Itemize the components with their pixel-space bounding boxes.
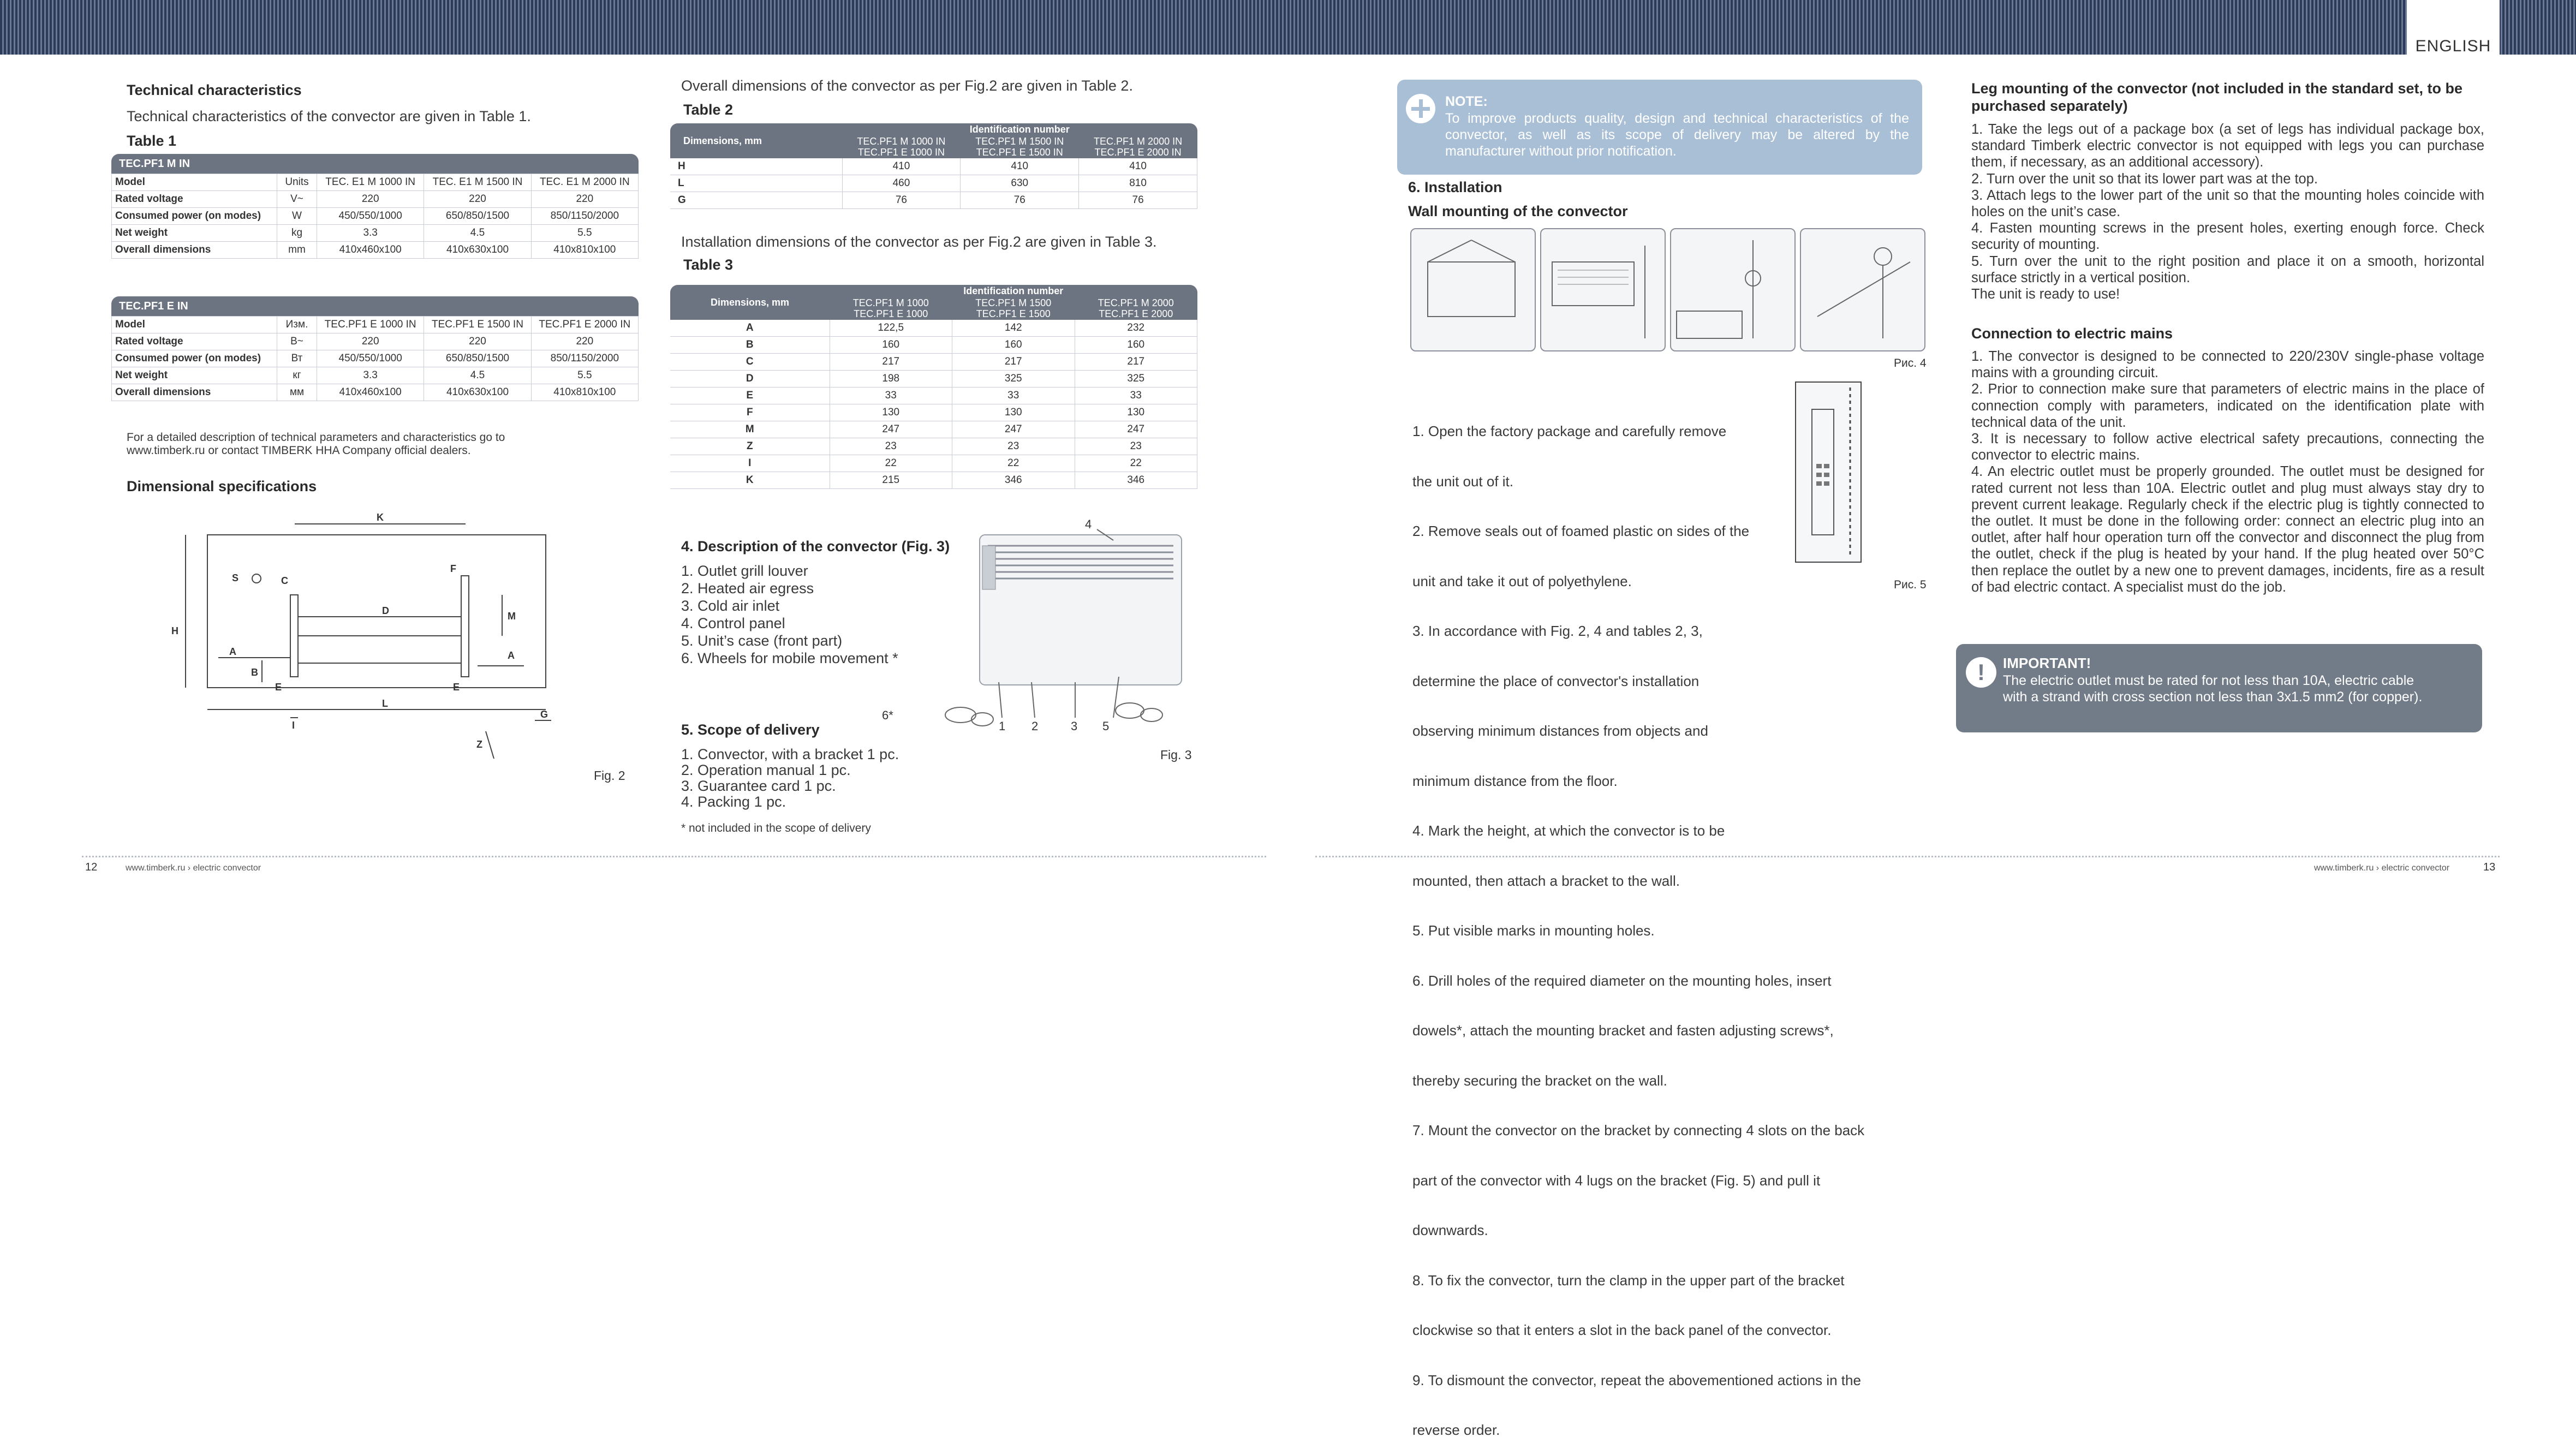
table-row bbox=[112, 367, 639, 384]
table-cell: 220 bbox=[317, 333, 424, 350]
table-header-cell: TEC.PF1 M 2000 IN TEC.PF1 E 2000 IN bbox=[1079, 135, 1197, 158]
table-cell: Rated voltage bbox=[112, 191, 277, 208]
list-item: 3. In accordance with Fig. 2, 4 and tables 2, 3, bbox=[1412, 623, 1703, 639]
table1b-title: TEC.PF1 E IN bbox=[111, 296, 639, 316]
list-item: 4. Fasten mounting screws in the present holes, exerting enough force. Check security of mounting. bbox=[1971, 220, 2484, 253]
footer-url-right: www.timberk.ru › electric convector bbox=[2314, 863, 2450, 873]
fig2-label: C bbox=[281, 575, 288, 586]
fig2-outline bbox=[207, 535, 546, 688]
fig4-panel-4 bbox=[1800, 228, 1925, 351]
list-item: 6. Wheels for mobile movement * bbox=[681, 650, 898, 666]
fig3-label: 6* bbox=[882, 708, 893, 722]
fig2-screw-mark bbox=[252, 574, 261, 583]
table-cell: W bbox=[277, 208, 317, 225]
table-cell: 247 bbox=[830, 421, 952, 438]
install-intro: Installation dimensions of the convector as per Fig.2 are given in Table 3. bbox=[681, 234, 1157, 250]
table-row bbox=[112, 208, 639, 225]
page-number-right: 13 bbox=[2483, 861, 2496, 873]
table-cell: 410x630x100 bbox=[424, 384, 531, 401]
list-item: 2. Remove seals out of foamed plastic on sides of the bbox=[1412, 523, 1750, 539]
table-header-cell: TEC.PF1 M 1500 TEC.PF1 E 1500 bbox=[952, 297, 1075, 320]
fig2-label: E bbox=[275, 682, 282, 693]
table-row bbox=[670, 285, 1197, 297]
list-item: 3. Cold air inlet bbox=[681, 598, 780, 614]
list-item: 2. Turn over the unit so that its lower part was at the top. bbox=[1971, 171, 2318, 187]
note-title: NOTE: bbox=[1445, 94, 1488, 109]
table-cell: 130 bbox=[830, 404, 952, 421]
table3-id-header: Identification number bbox=[830, 285, 1197, 297]
list-item: 3. Guarantee card 1 pc. bbox=[681, 778, 836, 794]
fig2-label: F bbox=[450, 563, 456, 574]
list-item: clockwise so that it enters a slot in the back panel of the convector. bbox=[1412, 1322, 1832, 1338]
table-header-cell: Изм. bbox=[277, 317, 317, 333]
fig2-label: K bbox=[377, 512, 384, 523]
fig5-caption: Рис. 5 bbox=[1894, 579, 1927, 591]
list-item: 1. Outlet grill louver bbox=[681, 563, 808, 579]
table-cell: 33 bbox=[952, 387, 1075, 404]
list-item: thereby securing the bracket on the wall. bbox=[1412, 1072, 1667, 1089]
fig2-label: H bbox=[171, 625, 178, 636]
table-cell: 410 bbox=[842, 158, 961, 175]
table-cell: 325 bbox=[1075, 371, 1197, 387]
list-item: 8. To fix the convector, turn the clamp in the upper part of the bracket bbox=[1412, 1272, 1845, 1289]
table-cell: 160 bbox=[1075, 337, 1197, 354]
table-cell: G bbox=[670, 192, 842, 209]
list-item: 1. Convector, with a bracket 1 pc. bbox=[681, 746, 899, 762]
table-row bbox=[112, 350, 639, 367]
install-title: 6. Installation bbox=[1408, 179, 1502, 195]
table-row bbox=[670, 354, 1197, 371]
list-item: 1. Open the factory package and carefully remove bbox=[1412, 423, 1727, 439]
table1-label: Table 1 bbox=[127, 133, 177, 149]
table-header-cell: TEC.PF1 M 1500 IN TEC.PF1 E 1500 IN bbox=[961, 135, 1079, 158]
table-cell: 23 bbox=[952, 438, 1075, 455]
table2 bbox=[670, 123, 1197, 209]
table2-id-header: Identification number bbox=[842, 123, 1197, 135]
important-text: The electric outlet must be rated for not less than 10A, electric cable with a strand with cross section not less than 3x1.5 mm2 (for copper). bbox=[2003, 673, 2423, 705]
footer-divider bbox=[82, 856, 1266, 857]
description-list bbox=[681, 562, 898, 667]
table3-label: Table 3 bbox=[683, 257, 734, 273]
fig4-panel-1 bbox=[1410, 228, 1536, 351]
table-cell: L bbox=[670, 175, 842, 192]
table-header-cell: Model bbox=[112, 174, 277, 191]
list-item: 3. Attach legs to the lower part of the unit so that the mounting holes coincide with holes on the unit’s case. bbox=[1971, 187, 2484, 220]
table2-dim-header: Dimensions, mm bbox=[670, 123, 842, 158]
table-cell: 142 bbox=[952, 320, 1075, 337]
table3 bbox=[670, 285, 1197, 489]
table-cell: 410x810x100 bbox=[531, 242, 638, 259]
table-cell: 217 bbox=[952, 354, 1075, 371]
fig4-sketch-2 bbox=[1541, 229, 1665, 350]
tech-intro: Technical characteristics of the convector are given in Table 1. bbox=[127, 108, 531, 124]
table-cell: 22 bbox=[830, 455, 952, 472]
table-cell: 130 bbox=[952, 404, 1075, 421]
scope-title: 5. Scope of delivery bbox=[681, 721, 820, 738]
table-cell: 122,5 bbox=[830, 320, 952, 337]
list-item: 6. Drill holes of the required diameter on the mounting holes, insert bbox=[1412, 972, 1832, 989]
fig3-wheel bbox=[1141, 708, 1162, 721]
list-item: reverse order. bbox=[1412, 1422, 1500, 1438]
tech-title: Technical characteristics bbox=[127, 82, 302, 98]
table-cell: V~ bbox=[277, 191, 317, 208]
wall-title: Wall mounting of the convector bbox=[1408, 203, 1628, 219]
table-row bbox=[670, 123, 1197, 135]
table-cell: K bbox=[670, 472, 830, 489]
table-cell: 346 bbox=[952, 472, 1075, 489]
table-cell: 410x810x100 bbox=[531, 384, 638, 401]
description-title: 4. Description of the convector (Fig. 3) bbox=[681, 538, 950, 554]
table-cell: Consumed power (on modes) bbox=[112, 208, 277, 225]
table-cell: 346 bbox=[1075, 472, 1197, 489]
fig2-label: S bbox=[232, 573, 239, 583]
table-cell: 3.3 bbox=[317, 367, 424, 384]
plus-icon bbox=[1406, 94, 1435, 123]
table-row bbox=[670, 371, 1197, 387]
table-cell: kg bbox=[277, 225, 317, 242]
table-cell: Overall dimensions bbox=[112, 242, 277, 259]
table-row bbox=[670, 438, 1197, 455]
list-item: The unit is ready to use! bbox=[1971, 287, 2120, 302]
table-cell: 160 bbox=[952, 337, 1075, 354]
fig2-drawing bbox=[164, 502, 557, 775]
table-header-cell: TEC. E1 M 1000 IN bbox=[317, 174, 424, 191]
list-item: 4. Packing 1 pc. bbox=[681, 794, 786, 810]
table-header-cell: TEC.PF1 M 1000 TEC.PF1 E 1000 bbox=[830, 297, 952, 320]
table-cell: Z bbox=[670, 438, 830, 455]
table-cell: 410x460x100 bbox=[317, 242, 424, 259]
table-cell: Rated voltage bbox=[112, 333, 277, 350]
table-cell: 198 bbox=[830, 371, 952, 387]
table-cell: 630 bbox=[961, 175, 1079, 192]
list-item: 3. It is necessary to follow active electrical safety precautions, connecting the convector to electric mains. bbox=[1971, 431, 2484, 463]
table-cell: 325 bbox=[952, 371, 1075, 387]
list-item: observing minimum distances from objects and bbox=[1412, 723, 1708, 739]
list-item: 4. Mark the height, at which the convector is to be bbox=[1412, 822, 1725, 839]
fig4-panel-2 bbox=[1540, 228, 1666, 351]
fig4-caption: Рис. 4 bbox=[1894, 357, 1927, 369]
table1b-grid bbox=[111, 316, 639, 401]
fig2-bracket-right bbox=[461, 576, 469, 677]
table-header-cell: Model bbox=[112, 317, 277, 333]
fig2-label: A bbox=[229, 646, 236, 657]
table-cell: 33 bbox=[1075, 387, 1197, 404]
table-cell: Net weight bbox=[112, 367, 277, 384]
table1a bbox=[111, 154, 639, 259]
table-row bbox=[112, 191, 639, 208]
fig3-label: 4 bbox=[1085, 517, 1092, 531]
table-row bbox=[670, 337, 1197, 354]
table-cell: I bbox=[670, 455, 830, 472]
table-cell: A bbox=[670, 320, 830, 337]
fig2-label: A bbox=[508, 650, 515, 661]
table-row bbox=[112, 333, 639, 350]
table-cell: 76 bbox=[1079, 192, 1197, 209]
fig3-caption: Fig. 3 bbox=[1160, 748, 1192, 762]
table-cell: F bbox=[670, 404, 830, 421]
list-item: determine the place of convector's installation bbox=[1412, 672, 1700, 689]
table-cell: H bbox=[670, 158, 842, 175]
table-cell: M bbox=[670, 421, 830, 438]
table-cell: 450/550/1000 bbox=[317, 350, 424, 367]
overall-intro: Overall dimensions of the convector as per Fig.2 are given in Table 2. bbox=[681, 77, 1133, 94]
table-cell: 810 bbox=[1079, 175, 1197, 192]
table-cell: 217 bbox=[830, 354, 952, 371]
table-cell: 220 bbox=[531, 191, 638, 208]
list-item: dowels*, attach the mounting bracket and fasten adjusting screws*, bbox=[1412, 1022, 1834, 1039]
list-item: 2. Heated air egress bbox=[681, 580, 814, 597]
table-cell: Вт bbox=[277, 350, 317, 367]
footer-url-left: www.timberk.ru › electric convector bbox=[126, 863, 261, 873]
wall-steps bbox=[1412, 390, 1958, 1455]
table-cell: 450/550/1000 bbox=[317, 208, 424, 225]
fig3-label: 1 bbox=[999, 719, 1006, 733]
list-item: downwards. bbox=[1412, 1222, 1488, 1238]
list-item: 2. Operation manual 1 pc. bbox=[681, 762, 851, 778]
table-cell: 650/850/1500 bbox=[424, 208, 531, 225]
table-row bbox=[112, 174, 639, 191]
list-item: minimum distance from the floor. bbox=[1412, 772, 1618, 789]
leg-steps bbox=[1971, 121, 2484, 302]
fig2-label: E bbox=[453, 682, 460, 693]
table3-grid bbox=[670, 285, 1197, 489]
table-cell: 220 bbox=[317, 191, 424, 208]
table1a-title: TEC.PF1 M IN bbox=[111, 154, 639, 174]
fig3-drawing bbox=[873, 513, 1201, 742]
important-title: IMPORTANT! bbox=[2003, 655, 2091, 671]
language-label: ENGLISH bbox=[2415, 37, 2491, 55]
leg-title: Leg mounting of the convector (not included in the standard set, to be purchased separately) bbox=[1971, 80, 2463, 114]
table-cell: 76 bbox=[961, 192, 1079, 209]
fig4-panel-3 bbox=[1670, 228, 1796, 351]
table-cell: кг bbox=[277, 367, 317, 384]
fig4-sketch-1 bbox=[1411, 229, 1535, 350]
fig3-wheel bbox=[1116, 703, 1144, 718]
table-cell: 130 bbox=[1075, 404, 1197, 421]
important-box bbox=[1956, 644, 2482, 732]
fig2-label: M bbox=[508, 611, 516, 622]
table-cell: 76 bbox=[842, 192, 961, 209]
fig2-label: D bbox=[382, 605, 389, 616]
table-row bbox=[670, 192, 1197, 209]
fig2-label: L bbox=[382, 698, 388, 709]
table-cell: Consumed power (on modes) bbox=[112, 350, 277, 367]
table-cell: 23 bbox=[1075, 438, 1197, 455]
mains-title: Connection to electric mains bbox=[1971, 325, 2173, 342]
list-item: 1. The convector is designed to be connected to 220/230V single-phase voltage mains with a grounding circuit. bbox=[1971, 349, 2484, 381]
table-row bbox=[112, 317, 639, 333]
table-cell: 650/850/1500 bbox=[424, 350, 531, 367]
table-cell: D bbox=[670, 371, 830, 387]
list-item: unit and take it out of polyethylene. bbox=[1412, 573, 1632, 589]
table-cell: E bbox=[670, 387, 830, 404]
table-row bbox=[670, 175, 1197, 192]
table-cell: Net weight bbox=[112, 225, 277, 242]
list-item: 9. To dismount the convector, repeat the abovementioned actions in the bbox=[1412, 1371, 1861, 1388]
table-cell: 3.3 bbox=[317, 225, 424, 242]
mains-steps bbox=[1971, 348, 2484, 595]
table-cell: 4.5 bbox=[424, 225, 531, 242]
fig2-bracket-left bbox=[290, 595, 298, 677]
footer-divider bbox=[1315, 856, 2500, 857]
list-item: 5. Put visible marks in mounting holes. bbox=[1412, 922, 1655, 939]
table-row bbox=[670, 158, 1197, 175]
table-row bbox=[670, 421, 1197, 438]
list-item: 7. Mount the convector on the bracket by connecting 4 slots on the back bbox=[1412, 1122, 1865, 1138]
page-number-left: 12 bbox=[85, 861, 98, 873]
dimensional-title: Dimensional specifications bbox=[127, 478, 317, 494]
note-text: To improve products quality, design and technical characteristics of the convector, as well as its scope of delivery may be altered by the manufacturer without prior notification. bbox=[1445, 111, 1909, 159]
table-row bbox=[670, 320, 1197, 337]
table-cell: 232 bbox=[1075, 320, 1197, 337]
table-cell: 410 bbox=[961, 158, 1079, 175]
fig2-label: I bbox=[292, 720, 295, 731]
fig2-label: B bbox=[251, 667, 258, 678]
table-cell: 160 bbox=[830, 337, 952, 354]
table-row bbox=[112, 384, 639, 401]
list-item: 5. Turn over the unit to the right position and place it on a smooth, horizontal surface strictly in a vertical position. bbox=[1971, 253, 2484, 285]
table-row bbox=[112, 225, 639, 242]
table-cell: 850/1150/2000 bbox=[531, 350, 638, 367]
table2-label: Table 2 bbox=[683, 102, 734, 118]
fig4-sketch-3 bbox=[1671, 229, 1794, 350]
list-item: 2. Prior to connection make sure that parameters of electric mains in the place of connection comply with parameters, indicated on the identification plate with technical data of the unit. bbox=[1971, 381, 2484, 430]
table-cell: мм bbox=[277, 384, 317, 401]
fig3-leader bbox=[1031, 682, 1035, 718]
table-row bbox=[670, 455, 1197, 472]
exclamation-icon: ! bbox=[1966, 657, 1996, 688]
fig2-dimension-line bbox=[486, 731, 494, 759]
table-cell: 5.5 bbox=[531, 225, 638, 242]
list-item: the unit out of it. bbox=[1412, 473, 1514, 490]
table-cell: 4.5 bbox=[424, 367, 531, 384]
list-item: mounted, then attach a bracket to the wall. bbox=[1412, 872, 1680, 889]
table-header-cell: TEC.PF1 M 2000 TEC.PF1 E 2000 bbox=[1075, 297, 1197, 320]
table-cell: В~ bbox=[277, 333, 317, 350]
table-cell: 247 bbox=[952, 421, 1075, 438]
table-cell: 33 bbox=[830, 387, 952, 404]
table1a-grid bbox=[111, 174, 639, 259]
table-cell: C bbox=[670, 354, 830, 371]
table2-grid bbox=[670, 123, 1197, 209]
table-header-cell: TEC.PF1 E 1500 IN bbox=[424, 317, 531, 333]
table-cell: 220 bbox=[424, 333, 531, 350]
table-header-cell: TEC. E1 M 1500 IN bbox=[424, 174, 531, 191]
fig3-control-panel bbox=[982, 546, 995, 589]
list-item: 1. Take the legs out of a package box (a set of legs has individual package box, standard Timberk electric convector is not equipped with legs you can purchase them, if necessary, as an additional accessory). bbox=[1971, 122, 2484, 170]
fig2-label: Z bbox=[476, 739, 482, 750]
table-cell: Overall dimensions bbox=[112, 384, 277, 401]
fig2-label: G bbox=[540, 709, 548, 720]
table-cell: mm bbox=[277, 242, 317, 259]
table-header-cell: Units bbox=[277, 174, 317, 191]
detail-note: For a detailed description of technical parameters and characteristics go to www.timberk.ru or contact TIMBERK HHA Company official dealers. bbox=[127, 431, 505, 457]
table-header-cell: TEC. E1 M 2000 IN bbox=[531, 174, 638, 191]
table-header-cell: TEC.PF1 E 1000 IN bbox=[317, 317, 424, 333]
fig3-wheel bbox=[971, 713, 993, 726]
table-cell: 460 bbox=[842, 175, 961, 192]
table3-dim-header: Dimensions, mm bbox=[670, 285, 830, 320]
table-cell: 22 bbox=[1075, 455, 1197, 472]
table-row bbox=[670, 387, 1197, 404]
header-band bbox=[0, 0, 2576, 55]
table-cell: 23 bbox=[830, 438, 952, 455]
table-cell: 850/1150/2000 bbox=[531, 208, 638, 225]
table-cell: 217 bbox=[1075, 354, 1197, 371]
table-cell: 215 bbox=[830, 472, 952, 489]
note-box bbox=[1397, 80, 1922, 175]
fig3-label: 2 bbox=[1031, 719, 1039, 733]
table-cell: 247 bbox=[1075, 421, 1197, 438]
list-item: part of the convector with 4 lugs on the bracket (Fig. 5) and pull it bbox=[1412, 1172, 1821, 1189]
fig3-leader bbox=[999, 682, 1002, 718]
table1b bbox=[111, 296, 639, 401]
table-cell: B bbox=[670, 337, 830, 354]
fig3-label: 3 bbox=[1071, 719, 1078, 733]
table-row bbox=[112, 242, 639, 259]
scope-note: * not included in the scope of delivery bbox=[681, 822, 871, 834]
table-cell: 410x630x100 bbox=[424, 242, 531, 259]
list-item: 4. Control panel bbox=[681, 615, 785, 631]
fig2-caption: Fig. 2 bbox=[594, 768, 625, 783]
fig3-label: 5 bbox=[1102, 719, 1110, 733]
fig4-sketch-4 bbox=[1801, 229, 1924, 350]
list-item: 4. An electric outlet must be properly grounded. The outlet must be designed for rated current not less than 10A. Electric outlet and plug must always stay dry to prevent current leakage. Regularly check if the electric plug is tightly connected to the outlet. It must be done in the following order: connect an electric plug into an outlet, after half hour operation turn off the convector and disconnect the plug from the outlet, check if the plug is heated by your hand. If the plug heated over 50°C then replace the outlet by a new one to prevent damages, incidents, fire as a result of bad electric contact. A specialist must do the job. bbox=[1971, 464, 2484, 595]
fig3-convector-body bbox=[980, 535, 1182, 685]
table-cell: 220 bbox=[424, 191, 531, 208]
table-cell: 410 bbox=[1079, 158, 1197, 175]
table-header-cell: TEC.PF1 M 1000 IN TEC.PF1 E 1000 IN bbox=[842, 135, 961, 158]
table-row bbox=[670, 404, 1197, 421]
table-header-cell: TEC.PF1 E 2000 IN bbox=[531, 317, 638, 333]
table-row bbox=[670, 472, 1197, 489]
scope-list bbox=[681, 747, 899, 810]
table-cell: 410x460x100 bbox=[317, 384, 424, 401]
list-item: 5. Unit’s case (front part) bbox=[681, 633, 843, 649]
table-cell: 22 bbox=[952, 455, 1075, 472]
table-cell: 5.5 bbox=[531, 367, 638, 384]
table-cell: 220 bbox=[531, 333, 638, 350]
